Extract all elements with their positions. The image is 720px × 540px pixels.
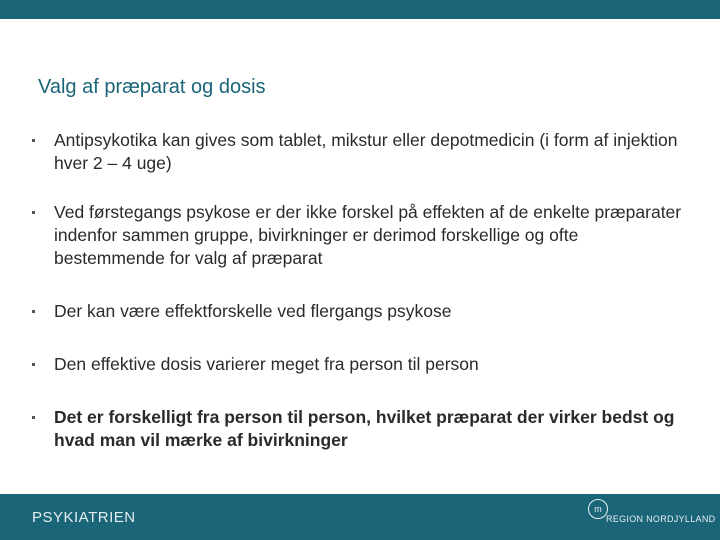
bullet-item <box>32 406 692 452</box>
bullet-text: Der kan være effektforskelle ved flergangs psykose <box>54 301 452 321</box>
footer-region-text: REGION NORDJYLLAND <box>606 514 716 524</box>
bullet-item <box>32 201 692 270</box>
region-logo-icon: m <box>588 499 608 519</box>
top-bar <box>0 0 720 19</box>
bullet-icon <box>32 310 35 313</box>
slide-title: Valg af præparat og dosis <box>38 76 266 98</box>
bullet-icon <box>32 211 35 214</box>
bullet-item <box>32 129 692 175</box>
footer-brand-text: PSYKIATRIEN <box>32 509 136 526</box>
bullet-icon <box>32 139 35 142</box>
bullet-text: Den effektive dosis varierer meget fra person til person <box>54 354 479 374</box>
bullet-text: Antipsykotika kan gives som tablet, mikstur eller depotmedicin (i form af injektion hver 2 – 4 uge) <box>54 130 678 173</box>
footer-bar <box>0 494 720 540</box>
bullet-text: Ved førstegangs psykose er der ikke forskel på effekten af de enkelte præparater indenfor sammen gruppe, bivirkninger er derimod forskellige og ofte bestemmende for valg af præparat <box>54 202 682 268</box>
bullet-item <box>32 300 692 323</box>
bullet-list <box>32 129 692 452</box>
bullet-text: Det er forskelligt fra person til person, hvilket præparat der virker bedst og hvad man vil mærke af bivirkninger <box>54 407 675 450</box>
bullet-icon <box>32 363 35 366</box>
bullet-item <box>32 353 692 376</box>
bullet-icon <box>32 416 35 419</box>
